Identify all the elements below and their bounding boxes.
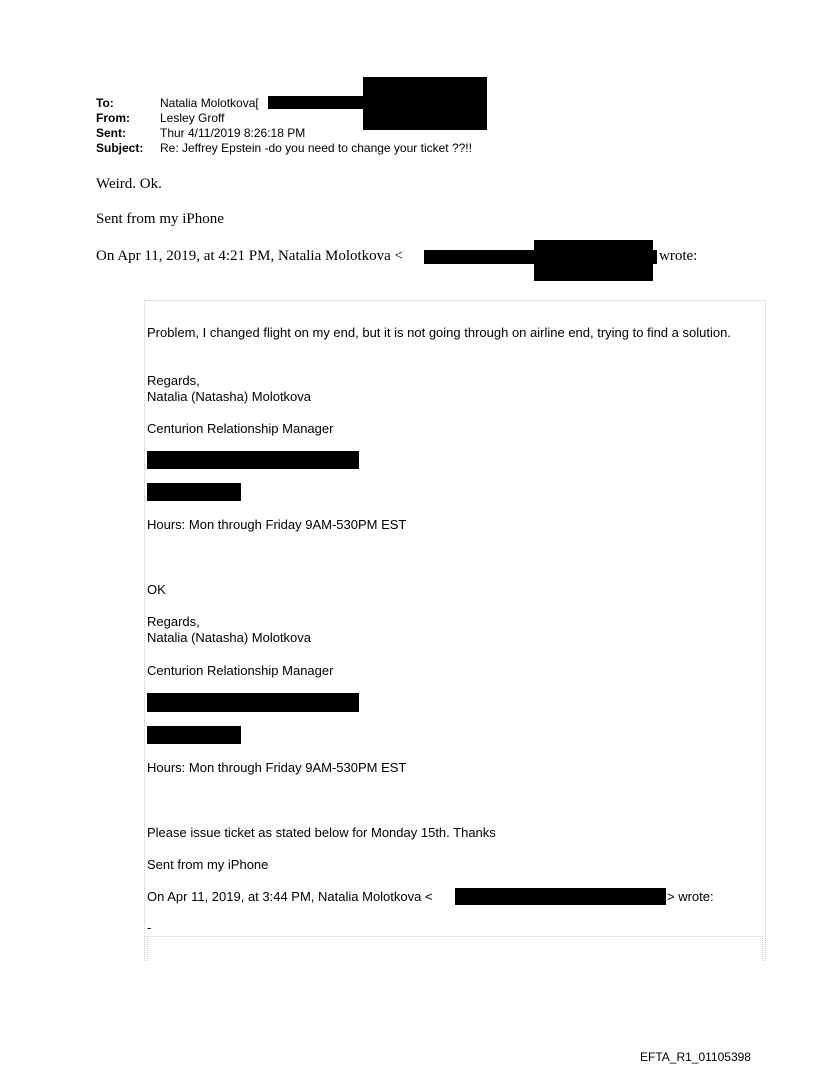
- dash-text: -: [147, 920, 152, 935]
- redaction-block: [363, 77, 487, 130]
- sent-value: Thur 4/11/2019 8:26:18 PM: [160, 126, 306, 140]
- redaction-block: [268, 96, 368, 109]
- quote-intro-wrote: wrote:: [659, 248, 698, 264]
- nested-quote-box: [147, 936, 763, 961]
- redaction-block: [147, 726, 241, 744]
- body-line-weird: Weird. Ok.: [96, 176, 162, 192]
- signature-name: Natalia (Natasha) Molotkova: [147, 630, 312, 645]
- regards-label: Regards,: [147, 614, 200, 629]
- document-id: EFTA_R1_01105398: [640, 1050, 751, 1064]
- to-value: Natalia Molotkova[: [160, 96, 259, 110]
- hours-text: Hours: Mon through Friday 9AM-530PM EST: [147, 760, 407, 775]
- sent-label: Sent:: [96, 126, 126, 140]
- quote-intro-2-wrote: > wrote:: [667, 889, 714, 904]
- redaction-block: [147, 451, 359, 469]
- ok-text: OK: [147, 582, 166, 597]
- redaction-block: [455, 888, 666, 905]
- from-label: From:: [96, 111, 130, 125]
- body-line-sent-from: Sent from my iPhone: [96, 211, 224, 227]
- hours-text: Hours: Mon through Friday 9AM-530PM EST: [147, 517, 407, 532]
- regards-label: Regards,: [147, 373, 200, 388]
- to-label: To:: [96, 96, 114, 110]
- redaction-block: [147, 483, 241, 501]
- subject-label: Subject:: [96, 141, 144, 155]
- sent-from-iphone: Sent from my iPhone: [147, 857, 269, 872]
- redaction-block: [534, 240, 653, 281]
- redaction-block: [147, 693, 359, 712]
- from-value: Lesley Groff: [160, 111, 225, 125]
- signature-title: Centurion Relationship Manager: [147, 663, 334, 678]
- signature-name: Natalia (Natasha) Molotkova: [147, 389, 312, 404]
- quote-intro: On Apr 11, 2019, at 4:21 PM, Natalia Molotkova <: [96, 248, 404, 264]
- signature-title: Centurion Relationship Manager: [147, 421, 334, 436]
- issue-ticket-text: Please issue ticket as stated below for Monday 15th. Thanks: [147, 825, 496, 840]
- quoted-problem-text: Problem, I changed flight on my end, but it is not going through on airline end, trying to find a solution.: [147, 325, 731, 340]
- quote-intro-2: On Apr 11, 2019, at 3:44 PM, Natalia Molotkova <: [147, 889, 433, 904]
- subject-value: Re: Jeffrey Epstein -do you need to change your ticket ??!!: [160, 141, 472, 155]
